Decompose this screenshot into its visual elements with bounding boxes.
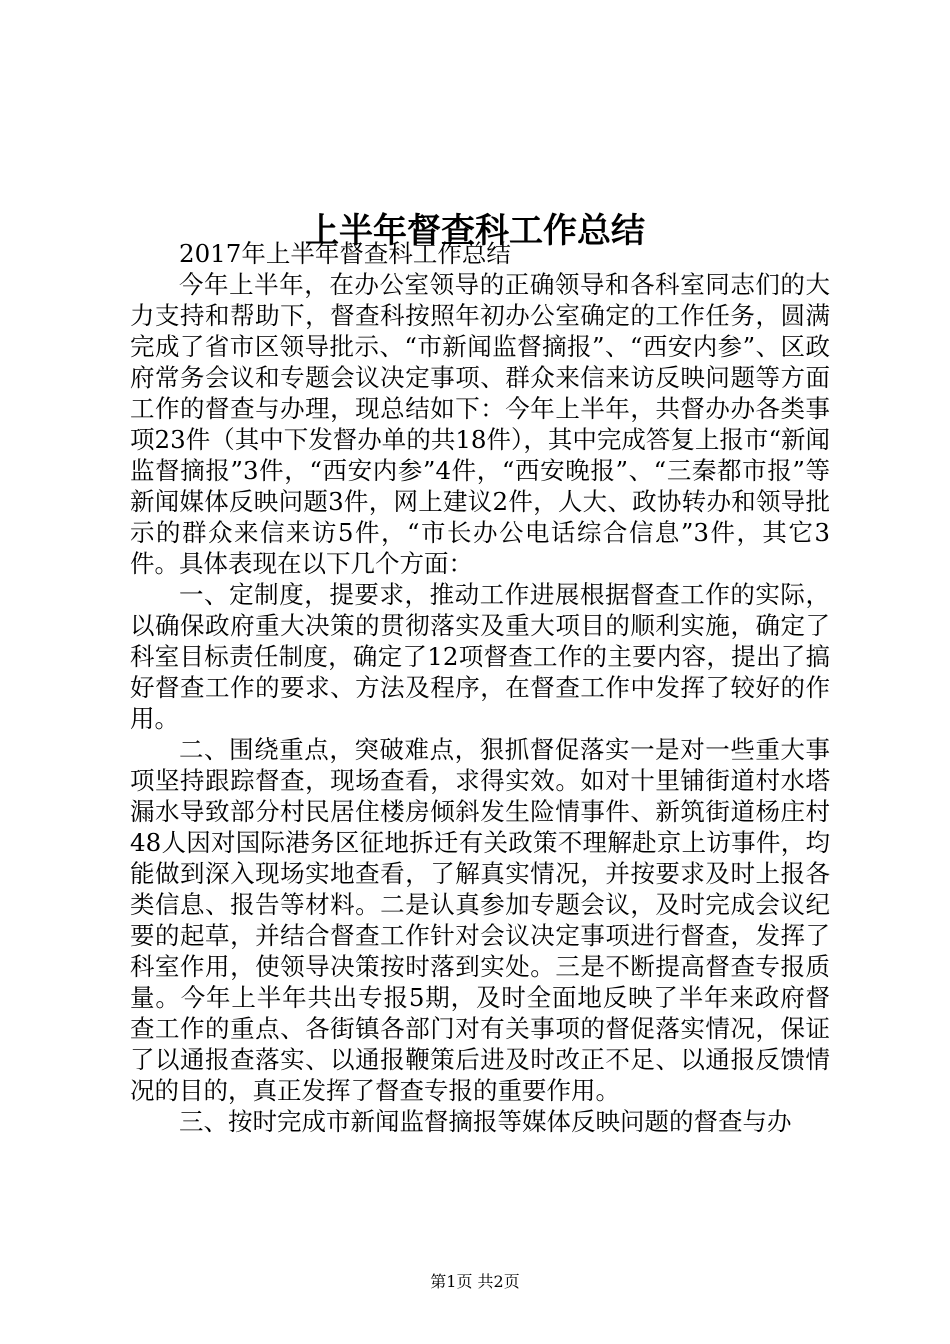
paragraph-section-2: 二、围绕重点，突破难点，狠抓督促落实一是对一些重大事项坚持跟踪督查，现场查看，求得实效。如对十里铺街道村水塔漏水导致部分村民居住楼房倾斜发生险情事件、新筑街道杨庄村48人因对国际港务区征地拆迁有关政策不理解赴京上访事件，均能做到深入现场实地查看，了解真实情况，并按要求及时上报各类信息、报告等材料。二是认真参加专题会议，及时完成会议纪要的起草，并结合督查工作针对会议决定事项进行督查，发挥了科室作用，使领导决策按时落到实处。三是不断提高督查专报质量。今年上半年共出专报5期，及时全面地反映了半年来政府督查工作的重点、各街镇各部门对有关事项的督促落实情况，保证了以通报查落实、以通报鞭策后进及时改正不足、以通报反馈情况的目的，真正发挥了督查专报的重要作用。 — [130, 735, 830, 1105]
paragraph-subtitle: 2017年上半年督查科工作总结 — [179, 239, 511, 268]
paragraph-section-3: 三、按时完成市新闻监督摘报等媒体反映问题的督查与办 — [179, 1107, 792, 1136]
document-body — [130, 238, 830, 1137]
page-footer: 第1页 共2页 — [430, 1272, 520, 1291]
paragraph-section-1: 一、定制度，提要求，推动工作进展根据督查工作的实际，以确保政府重大决策的贯彻落实及重大项目的顺利实施，确定了科室目标责任制度，确定了12项督查工作的主要内容，提出了搞好督查工作的要求、方法及程序，在督查工作中发挥了较好的作用。 — [130, 580, 830, 733]
paragraph-intro: 今年上半年，在办公室领导的正确领导和各科室同志们的大力支持和帮助下，督查科按照年初办公室确定的工作任务，圆满完成了省市区领导批示、“市新闻监督摘报”、“西安内参”、区政府常务会议和专题会议决定事项、群众来信来访反映问题等方面工作的督查与办理，现总结如下：今年上半年，共督办办各类事项23件（其中下发督办单的共18件），其中完成答复上报市“新闻监督摘报”3件，“西安内参”4件，“西安晚报”、“三秦都市报”等新闻媒体反映问题3件，网上建议2件，人大、政协转办和领导批示的群众来信来访5件，“市长办公电话综合信息”3件，其它3件。具体表现在以下几个方面： — [130, 270, 830, 578]
document-title: 上半年督查科工作总结 — [305, 210, 645, 251]
